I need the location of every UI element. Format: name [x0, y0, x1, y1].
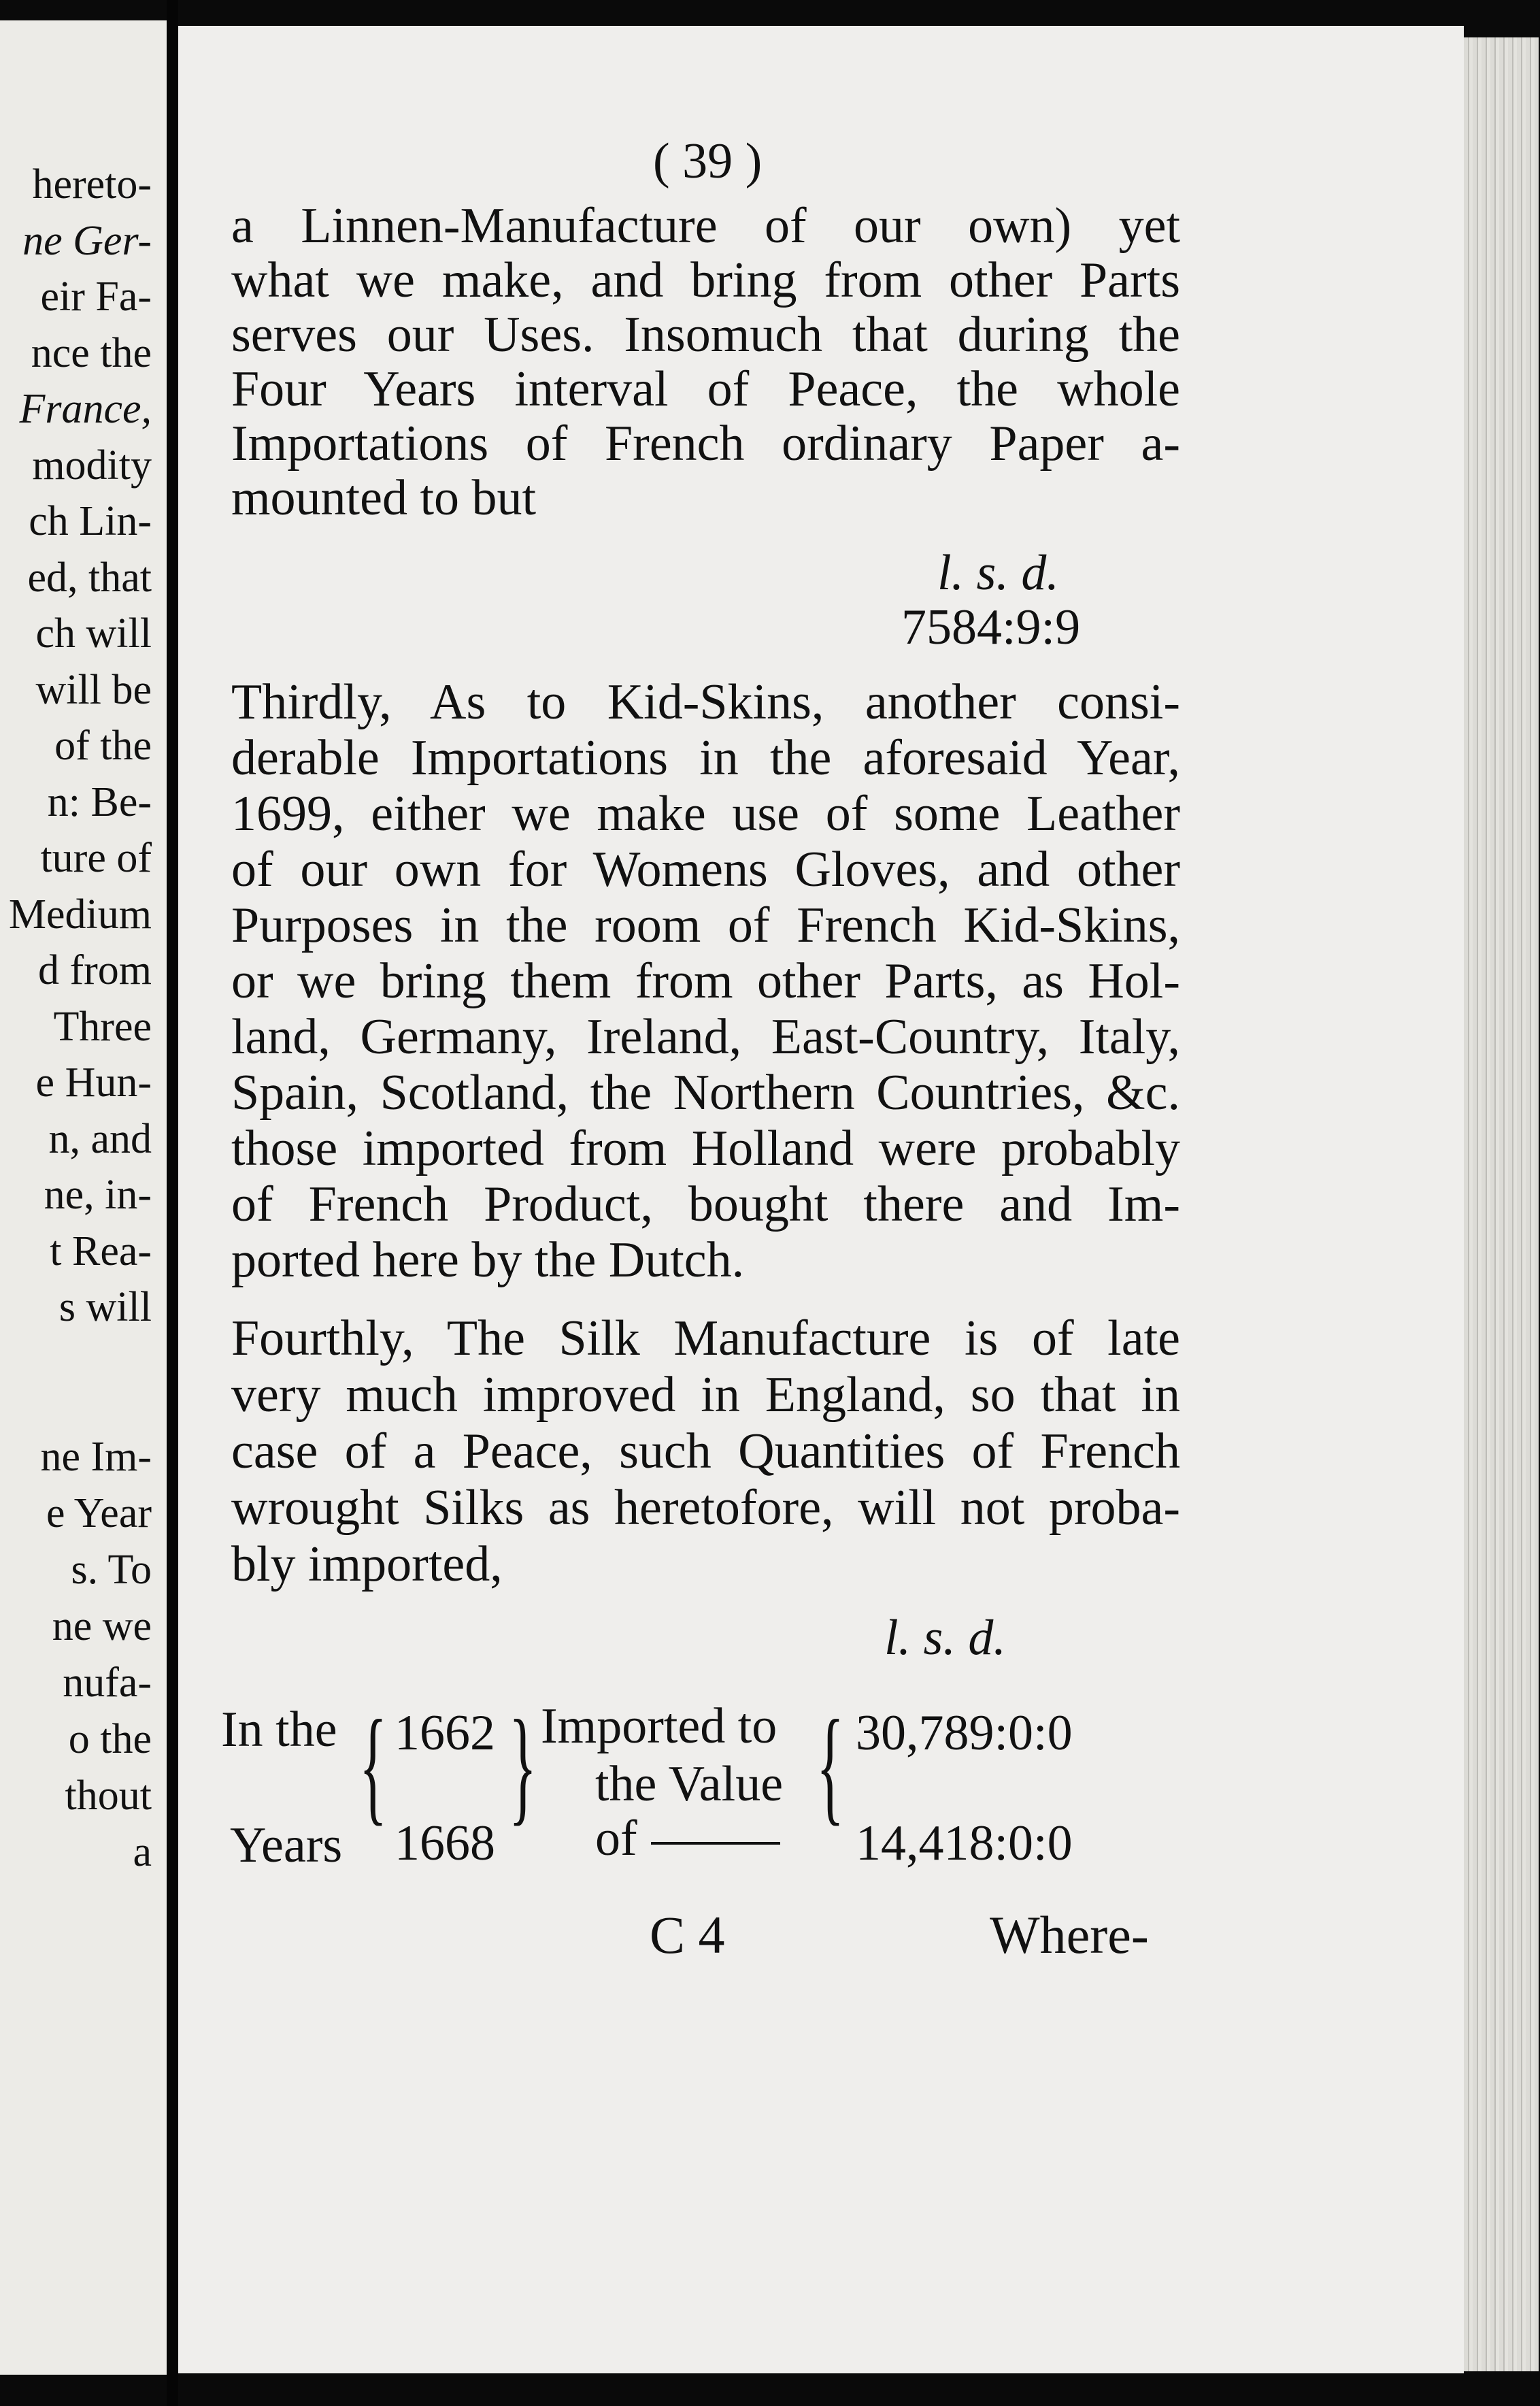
- left-page-line: e Year: [46, 1490, 152, 1536]
- left-page-line: modity: [32, 442, 152, 489]
- page-edges: [1464, 37, 1539, 2371]
- table-value-2: 14,418:0:0: [856, 1815, 1073, 1871]
- table-label-top: In the: [221, 1702, 337, 1758]
- table-mid-3: of: [595, 1813, 780, 1864]
- table-mid-1: Imported to: [541, 1698, 777, 1754]
- left-page-line: will be: [35, 666, 152, 713]
- left-page-line: France,: [19, 386, 152, 432]
- para2-line: of French Product, bought there and Im-: [231, 1176, 1180, 1232]
- left-page-line: ch Lin-: [29, 498, 152, 544]
- para2-line: Thirdly, As to Kid-Skins, another consi-: [231, 674, 1180, 730]
- left-page-line: d from: [37, 947, 152, 993]
- left-page-line: hereto-: [32, 161, 152, 208]
- left-page-line: ch will: [35, 610, 152, 657]
- left-page-line: a: [133, 1829, 152, 1875]
- signature-mark: C 4: [650, 1905, 725, 1964]
- para3-line: Fourthly, The Silk Manufacture is of late: [231, 1311, 1180, 1366]
- left-page-line: ture of: [40, 835, 152, 881]
- para2-line: Spain, Scotland, the Northern Countries, &c.: [231, 1065, 1180, 1121]
- left-page-line: ed, that: [27, 554, 152, 601]
- brace-right: {: [816, 1694, 845, 1837]
- left-page-line: ne Ger-: [22, 217, 152, 264]
- table-dash: [651, 1842, 780, 1845]
- left-page-line: t Rea-: [50, 1227, 152, 1274]
- table-value-1: 30,789:0:0: [856, 1705, 1073, 1761]
- table-label-bottom: Years: [230, 1817, 343, 1873]
- left-page-line: n, and: [48, 1115, 152, 1162]
- para1-line: what we make, and bring from other Parts: [231, 252, 1180, 308]
- left-page-line: nce the: [31, 329, 152, 376]
- brace-left-2: }: [509, 1694, 537, 1837]
- amount-value: 7584:9:9: [901, 599, 1081, 655]
- para3-line: bly imported,: [231, 1536, 503, 1592]
- para2-line: of our own for Womens Gloves, and other: [231, 842, 1180, 897]
- para1-line: mounted to but: [231, 470, 537, 526]
- para1-line: Importations of French ordinary Paper a-: [231, 416, 1180, 472]
- left-page-line: thout: [65, 1773, 152, 1819]
- gutter-shadow: [167, 0, 178, 2406]
- brace-left-1: {: [359, 1694, 388, 1837]
- table-mid-2: the Value: [595, 1756, 784, 1812]
- left-page-line: s. To: [71, 1547, 152, 1593]
- para3-line: very much improved in England, so that in: [231, 1367, 1180, 1423]
- left-page-line: eir Fa-: [40, 274, 152, 320]
- left-page-line: Medium: [8, 891, 152, 938]
- para2-line: or we bring them from other Parts, as Hol-: [231, 953, 1180, 1009]
- left-page-line: ne Im-: [40, 1434, 152, 1480]
- para1-line: Four Years interval of Peace, the whole: [231, 361, 1180, 417]
- left-page-line: s will: [58, 1284, 152, 1330]
- amount-header-2: l. s. d.: [884, 1610, 1006, 1666]
- left-page-line: ne, in-: [44, 1172, 152, 1218]
- left-page-line: nufa-: [63, 1660, 152, 1706]
- para2-line: derable Importations in the aforesaid Year,: [231, 730, 1180, 786]
- left-page-line: e Hun-: [35, 1059, 152, 1106]
- para2-line: land, Germany, Ireland, East-Country, Italy,: [231, 1009, 1180, 1065]
- left-page-line: o the: [68, 1716, 152, 1762]
- catchword: Where-: [990, 1905, 1149, 1964]
- table-year-1: 1662: [395, 1705, 495, 1761]
- amount-header: l. s. d.: [937, 545, 1059, 601]
- table-year-2: 1668: [395, 1815, 495, 1871]
- left-page-line: n: Be-: [47, 778, 152, 825]
- para2-line: those imported from Holland were probably: [231, 1121, 1180, 1176]
- para3-line: case of a Peace, such Quantities of French: [231, 1423, 1180, 1479]
- para3-line: wrought Silks as heretofore, will not proba-: [231, 1480, 1180, 1536]
- para1-line: a Linnen-Manufacture of our own) yet: [231, 198, 1180, 254]
- left-page-line: Three: [53, 1003, 152, 1050]
- para2-line: ported here by the Dutch.: [231, 1232, 745, 1288]
- page-number: ( 39 ): [653, 133, 763, 189]
- left-page-fragment: [0, 20, 167, 2375]
- para2-line: 1699, either we make use of some Leather: [231, 786, 1180, 842]
- left-page-line: of the: [54, 723, 152, 769]
- para1-line: serves our Uses. Insomuch that during the: [231, 307, 1180, 363]
- left-page-line: ne we: [52, 1603, 152, 1649]
- para2-line: Purposes in the room of French Kid-Skins,: [231, 897, 1180, 953]
